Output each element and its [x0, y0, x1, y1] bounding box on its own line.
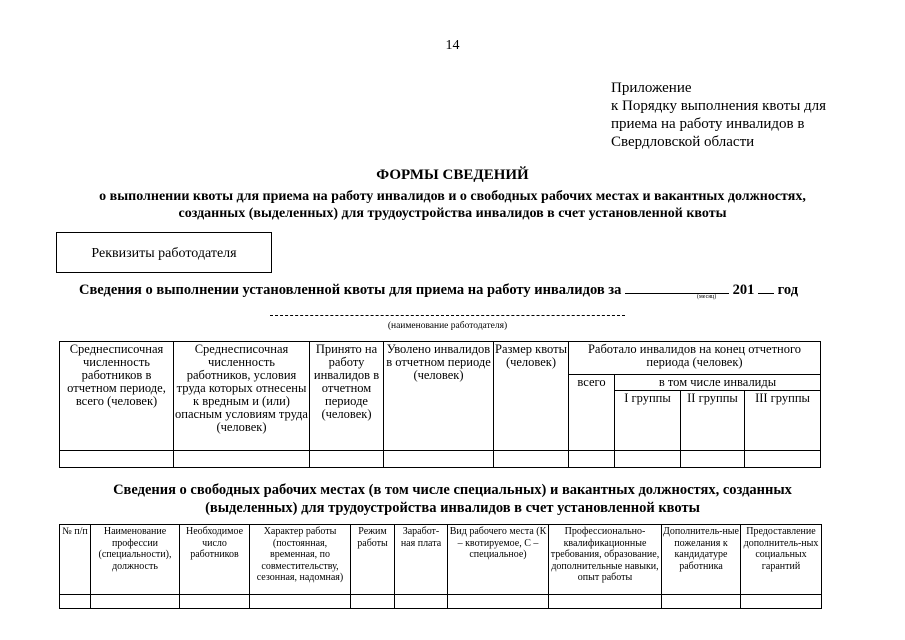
year-prefix: 201 — [732, 282, 755, 298]
document-title: ФОРМЫ СВЕДЕНИЙ — [376, 167, 529, 183]
table-cell — [569, 451, 615, 468]
appendix-line: приема на работу инвалидов в — [611, 116, 805, 132]
table-cell — [60, 451, 174, 468]
appendix-line: Приложение — [611, 80, 692, 96]
appendix-line: Свердловской области — [611, 134, 755, 150]
subtitle-line: созданных (выделенных) для трудоустройства инвалидов в счет установленной квоты — [178, 206, 727, 221]
quota-heading-text: Сведения о выполнении установленной квоты для приема на работу инвалидов за — [79, 282, 622, 298]
quota-table — [59, 341, 821, 468]
table-cell — [662, 595, 741, 609]
employer-name-hint: (наименование работодателя) — [387, 321, 508, 331]
header-cell: Заработ-ная плата — [395, 525, 448, 595]
table-cell — [91, 595, 180, 609]
header-cell: Работало инвалидов на конец отчетного периода (человек) — [569, 342, 821, 375]
table-cell — [494, 451, 569, 468]
vacancies-table — [59, 524, 822, 609]
table-row — [60, 595, 822, 609]
header-cell: Предоставление дополнитель-ных социальных гарантий — [741, 525, 822, 595]
header-cell: II группы — [681, 391, 745, 451]
year-blank — [758, 281, 774, 294]
table-cell — [250, 595, 351, 609]
header-cell: Дополнитель-ные пожелания к кандидатуре работника — [662, 525, 741, 595]
header-cell: в том числе инвалиды — [615, 375, 821, 391]
table-cell — [448, 595, 549, 609]
table-cell — [60, 595, 91, 609]
header-cell: I группы — [615, 391, 681, 451]
table-cell — [395, 595, 448, 609]
month-hint: (месяц) — [697, 294, 717, 300]
month-blank — [625, 281, 729, 294]
header-cell: Режим работы — [351, 525, 395, 595]
table-cell — [384, 451, 494, 468]
table-cell — [681, 451, 745, 468]
table-cell — [174, 451, 310, 468]
employer-details-box: Реквизиты работодателя — [56, 232, 272, 273]
header-cell: Уволено инвалидов в отчетном периоде (человек) — [384, 342, 494, 451]
subtitle-line: о выполнении квоты для приема на работу инвалидов и о свободных рабочих местах и вакантных должностях, — [99, 189, 806, 204]
vacancies-heading-line: (выделенных) для трудоустройства инвалидов в счет установленной квоты — [205, 500, 700, 516]
header-cell: № п/п — [60, 525, 91, 595]
header-cell: Характер работы (постоянная, временная, по совместительству, сезонная, надомная) — [250, 525, 351, 595]
year-suffix: год — [777, 282, 799, 298]
header-cell: Среднесписочная численность работников в отчетном периоде, всего (человек) — [60, 342, 174, 451]
page-number: 14 — [445, 38, 460, 53]
table-cell — [549, 595, 662, 609]
appendix-line: к Порядку выполнения квоты для — [611, 98, 827, 114]
header-cell: Среднесписочная численность работников, условия труда которых отнесены к вредным и (или) опасным условиям труда (человек) — [174, 342, 310, 451]
table-row — [60, 451, 821, 468]
quota-heading — [79, 281, 798, 299]
table-cell — [180, 595, 250, 609]
header-cell: Принято на работу инвалидов в отчетном периоде (человек) — [310, 342, 384, 451]
table-cell — [745, 451, 821, 468]
table-cell — [310, 451, 384, 468]
table-cell — [351, 595, 395, 609]
header-cell: Вид рабочего места (К – квотируемое, С – специальное) — [448, 525, 549, 595]
vacancies-heading-line: Сведения о свободных рабочих местах (в том числе специальных) и вакантных должностях, созданных — [113, 482, 792, 498]
employer-name-line — [270, 315, 625, 316]
header-cell: всего — [569, 375, 615, 451]
header-cell: Размер квоты (человек) — [494, 342, 569, 451]
header-cell: III группы — [745, 391, 821, 451]
document-subtitle — [0, 188, 905, 222]
header-cell: Наименование профессии (специальности), должность — [91, 525, 180, 595]
header-cell: Необходимое число работников — [180, 525, 250, 595]
header-cell: Профессионально-квалификационные требования, образование, дополнительные навыки, опыт работы — [549, 525, 662, 595]
table-cell — [615, 451, 681, 468]
appendix-note — [611, 79, 826, 151]
table-cell — [741, 595, 822, 609]
vacancies-heading — [0, 481, 905, 517]
